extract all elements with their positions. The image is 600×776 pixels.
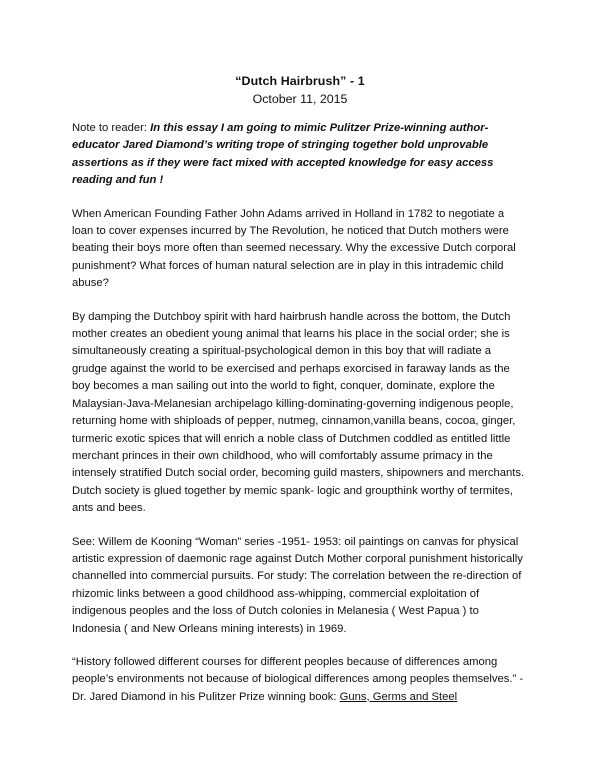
paragraph-dutchboy: By damping the Dutchboy spirit with hard hairbrush handle across the bottom, the Dutch mother creates an obedient young animal that learns his place in the social order; she is simultaneously creating a spiritual-psychological demon in this boy that will radiate a grudge against the world to be exercised and perhaps exorcised in faraway lands as the boy becomes a man sailing out into the world to fight, conquer, dominate, explore the Malaysian-Java-Melanesian archipelago killing-dominating-governing indigenous people, returning home with shiploads of pepper, nutmeg, cinnamon,vanilla beans, cocoa, ginger, turmeric exotic spices that will enrich a noble class of Dutchmen coddled as entitled little merchant princes in their own childhood, who will comfortably assume primacy in the intensely stratified Dutch social order, becoming guild masters, shipowners and merchants. Dutch society is glued together by memic spank- logic and groupthink worthy of termites, ants and bees. xyxy=(72,310,525,515)
title-block xyxy=(72,0,528,108)
page-date: October 11, 2015 xyxy=(252,92,348,106)
page-title: “Dutch Hairbrush” - 1 xyxy=(235,74,365,88)
book-title-link[interactable]: Guns, Germs and Steel xyxy=(339,690,458,703)
note-text: In this essay I am going to mimic Pulitzer Prize-winning author-educator Jared Diamond’s writing trope of stringing together bold unprovable assertions as if they were fact mixed with accepted knowledge for easy access reading and fun ! xyxy=(72,122,494,187)
quote-paragraph xyxy=(72,654,528,706)
note-lead: Note to reader: xyxy=(72,122,151,134)
paragraph-de-kooning: See: Willem de Kooning “Woman” series -1951- 1953: oil paintings on canvas for physical artistic expression of daemonic rage against Dutch Mother corporal punishment historically channelled into commercial pursuits. For study: The correlation between the re-direction of rhizomic links between a good childhood ass-whipping, commercial exploitation of indigenous peoples and the loss of Dutch colonies in Melanesia ( West Papua ) to Indonesia ( and New Orleans mining interests) in 1969. xyxy=(72,535,523,635)
quote-text: “History followed different courses for different peoples because of differences among people’s environments not because of biological differences among peoples themselves.” - Dr. Jared Diamond in his Pulitzer Prize winning book: xyxy=(72,655,524,703)
paragraph-adams: When American Founding Father John Adams arrived in Holland in 1782 to negotiate a loan to cover expenses incurred by The Revolution, he noticed that Dutch mothers were beating their boys more often than seemed necessary. Why the excessive Dutch corporal punishment? What forces of human natural selection are in play in this intrademic child abuse? xyxy=(72,207,516,290)
note-to-reader xyxy=(72,120,528,190)
